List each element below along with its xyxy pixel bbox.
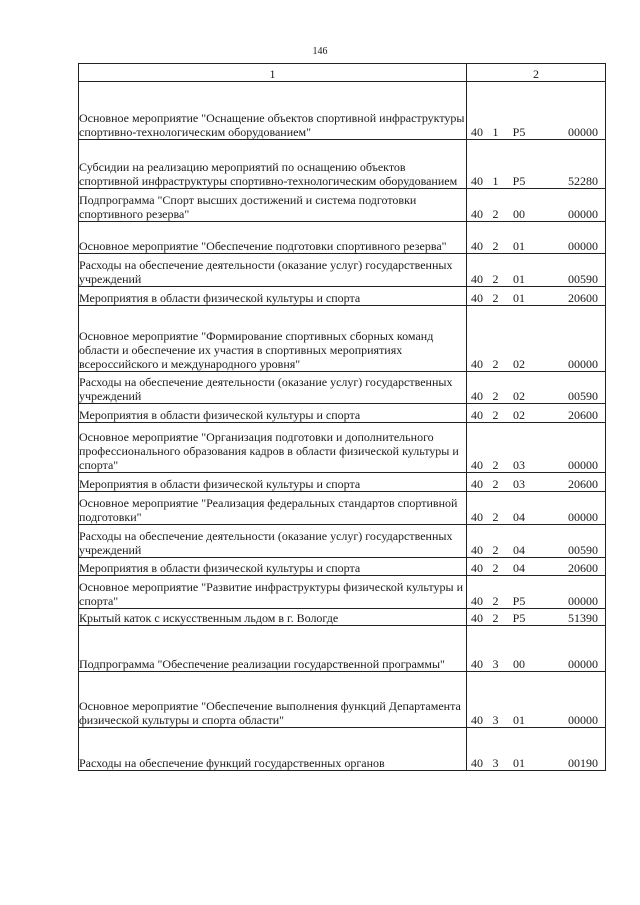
code-direction: 00000 — [568, 657, 598, 671]
code-program: 40 — [471, 458, 483, 472]
row-name: Основное мероприятие "Формирование спортивных сборных команд области и обеспечение их участия в спортивных мероприятиях всероссийского и международного уровня" — [79, 306, 467, 372]
row-code — [467, 558, 606, 576]
code-event: 03 — [513, 477, 525, 491]
row-name: Мероприятия в области физической культуры и спорта — [79, 558, 467, 576]
row-code — [467, 82, 606, 140]
code-event: 00 — [513, 207, 525, 221]
header-col-1: 1 — [79, 64, 467, 82]
code-direction: 20600 — [568, 477, 598, 491]
row-code — [467, 576, 606, 609]
row-name: Подпрограмма "Спорт высших достижений и система подготовки спортивного резерва" — [79, 189, 467, 222]
code-subprogram: 3 — [492, 713, 499, 727]
table-row — [79, 140, 606, 189]
code-program: 40 — [471, 125, 483, 139]
code-subprogram: 3 — [492, 657, 499, 671]
code-subprogram: 2 — [492, 357, 499, 371]
table-row — [79, 728, 606, 771]
table-row — [79, 254, 606, 287]
code-program: 40 — [471, 561, 483, 575]
budget-classification-table — [78, 63, 606, 771]
table-row — [79, 189, 606, 222]
row-code — [467, 222, 606, 254]
row-code — [467, 254, 606, 287]
code-subprogram: 2 — [492, 477, 499, 491]
row-code — [467, 473, 606, 492]
code-program: 40 — [471, 239, 483, 253]
header-col-2: 2 — [467, 64, 606, 82]
row-code — [467, 728, 606, 771]
code-subprogram: 2 — [492, 458, 499, 472]
code-program: 40 — [471, 510, 483, 524]
code-subprogram: 3 — [492, 756, 499, 770]
code-program: 40 — [471, 611, 483, 625]
code-event: 02 — [513, 357, 525, 371]
code-program: 40 — [471, 207, 483, 221]
row-code — [467, 525, 606, 558]
code-subprogram: 2 — [492, 543, 499, 557]
row-code — [467, 492, 606, 525]
code-direction: 52280 — [568, 174, 598, 188]
table-row — [79, 672, 606, 728]
code-program: 40 — [471, 272, 483, 286]
code-program: 40 — [471, 291, 483, 305]
table-row — [79, 372, 606, 404]
code-event: 02 — [513, 408, 525, 422]
code-event: P5 — [512, 594, 526, 608]
code-direction: 00590 — [568, 543, 598, 557]
row-name: Мероприятия в области физической культуры и спорта — [79, 404, 467, 423]
code-event: 04 — [513, 561, 525, 575]
row-name: Основное мероприятие "Развитие инфраструктуры физической культуры и спорта" — [79, 576, 467, 609]
code-program: 40 — [471, 389, 483, 403]
code-program: 40 — [471, 357, 483, 371]
row-code — [467, 372, 606, 404]
table-row — [79, 609, 606, 626]
row-name: Основное мероприятие "Обеспечение подготовки спортивного резерва" — [79, 222, 467, 254]
code-direction: 00000 — [568, 458, 598, 472]
row-code — [467, 189, 606, 222]
row-code — [467, 626, 606, 672]
code-direction: 20600 — [568, 561, 598, 575]
code-program: 40 — [471, 477, 483, 491]
code-subprogram: 2 — [492, 291, 499, 305]
code-direction: 20600 — [568, 408, 598, 422]
code-direction: 00000 — [568, 713, 598, 727]
code-event: P5 — [512, 125, 526, 139]
table-row — [79, 558, 606, 576]
code-program: 40 — [471, 594, 483, 608]
row-code — [467, 306, 606, 372]
code-event: 04 — [513, 543, 525, 557]
code-event: 01 — [513, 239, 525, 253]
code-direction: 00190 — [568, 756, 598, 770]
row-name: Расходы на обеспечение деятельности (оказание услуг) государственных учреждений — [79, 254, 467, 287]
row-code — [467, 404, 606, 423]
code-event: 02 — [513, 389, 525, 403]
code-subprogram: 2 — [492, 594, 499, 608]
table-row — [79, 404, 606, 423]
row-code — [467, 287, 606, 306]
code-subprogram: 2 — [492, 611, 499, 625]
row-code — [467, 672, 606, 728]
code-program: 40 — [471, 713, 483, 727]
row-name: Подпрограмма "Обеспечение реализации государственной программы" — [79, 626, 467, 672]
table-row — [79, 306, 606, 372]
code-event: 01 — [513, 291, 525, 305]
table-row — [79, 82, 606, 140]
code-event: 04 — [513, 510, 525, 524]
row-code — [467, 609, 606, 626]
code-event: 00 — [513, 657, 525, 671]
code-event: 01 — [513, 272, 525, 286]
table-row — [79, 423, 606, 473]
row-code — [467, 423, 606, 473]
code-event: P5 — [512, 174, 526, 188]
table-row — [79, 576, 606, 609]
code-program: 40 — [471, 543, 483, 557]
row-name: Мероприятия в области физической культуры и спорта — [79, 473, 467, 492]
code-subprogram: 2 — [492, 207, 499, 221]
code-event: P5 — [512, 611, 526, 625]
code-program: 40 — [471, 174, 483, 188]
row-name: Основное мероприятие "Организация подготовки и дополнительного профессионального образования кадров в области физической культуры и спорта" — [79, 423, 467, 473]
code-subprogram: 2 — [492, 510, 499, 524]
code-subprogram: 2 — [492, 389, 499, 403]
code-direction: 00590 — [568, 389, 598, 403]
row-name: Субсидии на реализацию мероприятий по оснащению объектов спортивной инфраструктуры спортивно-технологическим оборудованием — [79, 140, 467, 189]
code-direction: 20600 — [568, 291, 598, 305]
code-direction: 00000 — [568, 594, 598, 608]
code-event: 01 — [513, 756, 525, 770]
row-name: Основное мероприятие "Оснащение объектов спортивной инфраструктуры спортивно-технологическим оборудованием" — [79, 82, 467, 140]
code-subprogram: 2 — [492, 408, 499, 422]
row-name: Основное мероприятие "Реализация федеральных стандартов спортивной подготовки" — [79, 492, 467, 525]
code-direction: 00000 — [568, 239, 598, 253]
table-row — [79, 626, 606, 672]
code-direction: 00000 — [568, 357, 598, 371]
code-direction: 00000 — [568, 207, 598, 221]
table-row — [79, 492, 606, 525]
code-program: 40 — [471, 657, 483, 671]
code-subprogram: 1 — [492, 125, 499, 139]
row-name: Крытый каток с искусственным льдом в г. Вологде — [79, 609, 467, 626]
row-name: Основное мероприятие "Обеспечение выполнения функций Департамента физической культуры и спорта области" — [79, 672, 467, 728]
row-name: Расходы на обеспечение функций государственных органов — [79, 728, 467, 771]
code-direction: 00000 — [568, 510, 598, 524]
code-direction: 51390 — [568, 611, 598, 625]
code-direction: 00590 — [568, 272, 598, 286]
code-subprogram: 1 — [492, 174, 499, 188]
row-name: Мероприятия в области физической культуры и спорта — [79, 287, 467, 306]
table-row — [79, 525, 606, 558]
code-program: 40 — [471, 756, 483, 770]
row-name: Расходы на обеспечение деятельности (оказание услуг) государственных учреждений — [79, 372, 467, 404]
code-event: 03 — [513, 458, 525, 472]
code-subprogram: 2 — [492, 239, 499, 253]
row-code — [467, 140, 606, 189]
table-row — [79, 287, 606, 306]
code-direction: 00000 — [568, 125, 598, 139]
table-row — [79, 222, 606, 254]
row-name: Расходы на обеспечение деятельности (оказание услуг) государственных учреждений — [79, 525, 467, 558]
code-program: 40 — [471, 408, 483, 422]
code-subprogram: 2 — [492, 272, 499, 286]
table-header-row — [79, 64, 606, 82]
code-event: 01 — [513, 713, 525, 727]
page-number: 146 — [312, 46, 328, 57]
code-subprogram: 2 — [492, 561, 499, 575]
table-row — [79, 473, 606, 492]
